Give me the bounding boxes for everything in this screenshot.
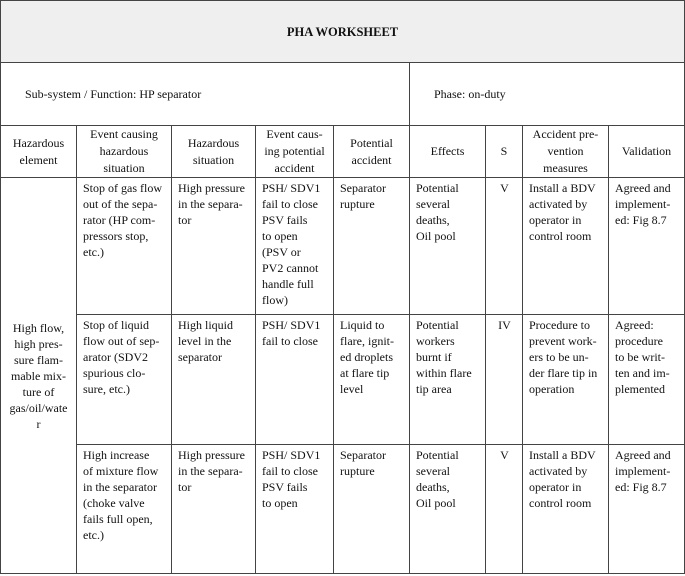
event-accident-cell: PSH/ SDV1 fail to close: [256, 315, 334, 445]
severity-cell: IV: [486, 315, 523, 445]
event-accident-cell: PSH/ SDV1 fail to close PSV fails to open (PSV or PV2 cannot handle full flow): [256, 178, 334, 315]
header-event-potential-accident: Event caus- ing potential accident: [256, 126, 334, 178]
event-cell: Stop of gas flow out of the sepa- rator (HP com- pressors stop, etc.): [77, 178, 172, 315]
event-cell: High increase of mixture flow in the separator (choke valve fails full open, etc.): [77, 445, 172, 574]
table-row: [1, 315, 685, 445]
hazardous-element: High flow, high pres- sure flam- mable mix- ture of gas/oil/wate r: [1, 178, 77, 574]
event-accident-cell: PSH/ SDV1 fail to close PSV fails to open: [256, 445, 334, 574]
worksheet-title: PHA WORKSHEET: [1, 1, 685, 63]
subsystem-function: Sub-system / Function: HP separator: [1, 63, 410, 126]
accident-cell: Separator rupture: [334, 445, 410, 574]
effects-cell: Potential several deaths, Oil pool: [410, 178, 486, 315]
severity-cell: V: [486, 178, 523, 315]
severity-cell: V: [486, 445, 523, 574]
table-row: [1, 178, 685, 315]
header-effects: Effects: [410, 126, 486, 178]
effects-cell: Potential several deaths, Oil pool: [410, 445, 486, 574]
header-prevention-measures: Accident pre- vention measures: [523, 126, 609, 178]
table-row: [1, 445, 685, 574]
header-severity: S: [486, 126, 523, 178]
validation-cell: Agreed: procedure to be writ- ten and im- plemented: [609, 315, 685, 445]
measures-cell: Install a BDV activated by operator in control room: [523, 445, 609, 574]
situation-cell: High liquid level in the separator: [172, 315, 256, 445]
effects-cell: Potential workers burnt if within flare tip area: [410, 315, 486, 445]
header-hazardous-situation: Hazardous situation: [172, 126, 256, 178]
phase: Phase: on-duty: [410, 63, 685, 126]
accident-cell: Liquid to flare, ignit- ed droplets at flare tip level: [334, 315, 410, 445]
event-cell: Stop of liquid flow out of sep- arator (SDV2 spurious clo- sure, etc.): [77, 315, 172, 445]
header-row: [1, 126, 685, 178]
header-hazardous-element: Hazardous element: [1, 126, 77, 178]
accident-cell: Separator rupture: [334, 178, 410, 315]
measures-cell: Install a BDV activated by operator in control room: [523, 178, 609, 315]
situation-cell: High pressure in the separa- tor: [172, 445, 256, 574]
validation-cell: Agreed and implement- ed: Fig 8.7: [609, 178, 685, 315]
measures-cell: Procedure to prevent work- ers to be un- der flare tip in operation: [523, 315, 609, 445]
validation-cell: Agreed and implement- ed: Fig 8.7: [609, 445, 685, 574]
header-validation: Validation: [609, 126, 685, 178]
header-potential-accident: Potential accident: [334, 126, 410, 178]
situation-cell: High pressure in the separa- tor: [172, 178, 256, 315]
header-event-hazardous-situation: Event causing hazardous situation: [77, 126, 172, 178]
